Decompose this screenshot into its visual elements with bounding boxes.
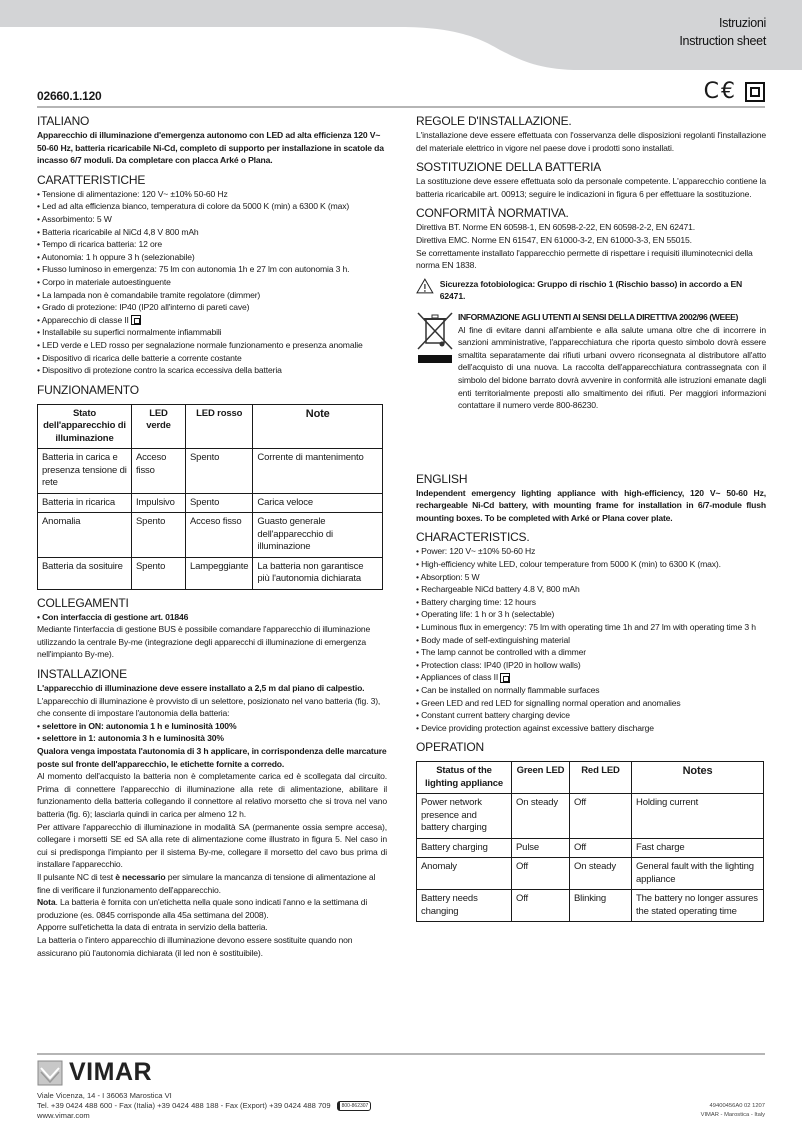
installation-height-note: L'apparecchio di illuminazione deve essere installato a 2,5 m dal piano di calpestio.: [37, 683, 365, 694]
table-cell: Off: [512, 890, 570, 922]
class-ii-icon: [131, 315, 141, 325]
list-item: • Absorption: 5 W: [416, 571, 766, 584]
heading-conformita: CONFORMITÀ NORMATIVA.: [416, 206, 569, 221]
table-cell: Acceso fisso: [186, 513, 253, 558]
heading-regole: REGOLE D'INSTALLAZIONE.: [416, 114, 572, 128]
company-address: [37, 1091, 765, 1121]
product-code: 02660.1.120: [37, 89, 102, 103]
list-item: • Battery charging time: 12 hours: [416, 596, 766, 609]
replace-text: La batteria o l'intero apparecchio di illuminazione devono essere sostituite quando non assicurano più l'autonomia dichiarata (il led non è sostituibile).: [37, 934, 353, 958]
doc-origin: VIMAR - Marostica - Italy: [700, 1112, 765, 1118]
list-item: [37, 314, 387, 327]
list-item: • La lampada non è comandabile tramite regolatore (dimmer): [37, 289, 387, 302]
table-cell: Off: [570, 794, 632, 839]
table-cell: Anomalia: [38, 513, 132, 558]
list-item: • Grado di protezione: IP40 (IP20 all'interno di pareti cave): [37, 301, 387, 314]
connections-subheading: • Con interfaccia di gestione art. 01846: [37, 611, 189, 622]
table-cell: Battery needs changing: [417, 890, 512, 922]
product-code-row: [37, 79, 765, 105]
heading-italiano: ITALIANO: [37, 114, 90, 128]
table-cell: Off: [512, 858, 570, 890]
italian-column: [37, 114, 387, 959]
selector-1-text: selettore in 1: autonomia 3 h e luminosità 30%: [42, 733, 224, 744]
photobiological-warning: [416, 278, 766, 303]
italian-characteristics-list: [37, 188, 387, 377]
table-row: [417, 794, 764, 839]
phone-line: [37, 1101, 765, 1111]
list-item: • Rechargeable NiCd battery 4.8 V, 800 mAh: [416, 583, 766, 596]
heading-characteristics: CHARACTERISTICS.: [416, 530, 530, 545]
selector-1: • selettore in 1: autonomia 3 h e luminosità 30%: [37, 733, 224, 744]
table-row: [38, 513, 383, 558]
test-post: per simulare la mancanza di tensione di alimentazione al fine di verificare il funzionamento dell'apparecchio.: [37, 871, 376, 895]
list-item: • Power: 120 V~ ±10% 50-60 Hz: [416, 545, 766, 558]
list-item: • Assorbimento: 5 W: [37, 213, 387, 226]
table-cell: Spento: [186, 449, 253, 494]
website-link[interactable]: www.vimar.com: [37, 1111, 90, 1120]
table-row: [38, 449, 383, 494]
heading-collegamenti: COLLEGAMENTI: [37, 595, 129, 610]
list-item: • Dispositivo di protezione contro la scarica eccessiva della batteria: [37, 364, 387, 377]
list-item: • LED verde e LED rosso per segnalazione normale funzionamento e presenza anomalie: [37, 339, 387, 352]
table-row: [417, 890, 764, 922]
table-cell: Anomaly: [417, 858, 512, 890]
italian-intro: Apparecchio di illuminazione d'emergenza autonomo con LED ad alta efficienza 120 V~ 50-60 Hz, batteria ricaricabile Ni-Cd, completo di supporto per installazione in scatole da incasso 6/7 moduli. Da completare con placca Arké o Plana.: [37, 130, 384, 166]
green-number-badge: 800-862307: [337, 1101, 372, 1111]
list-item: • Can be installed on normally flammable surfaces: [416, 684, 766, 697]
conformity-line: Direttiva EMC. Norme EN 61547, EN 61000-3-2, EN 61000-3-3, EN 55015.: [416, 234, 692, 245]
list-item: [416, 671, 766, 684]
table-cell: Carica veloce: [253, 493, 383, 513]
list-item: • The lamp cannot be controlled with a dimmer: [416, 646, 766, 659]
conformity-line: Se correttamente installato l'apparecchio permette di rispettare i requisiti illuminotecnici della norma EN 1838.: [416, 247, 753, 271]
weee-body: [458, 311, 766, 412]
table-cell: Fast charge: [632, 838, 764, 858]
list-item-text: Apparecchio di classe II: [41, 314, 129, 325]
table-cell: On steady: [570, 858, 632, 890]
column-header: Note: [253, 404, 383, 449]
note-label: Nota: [37, 897, 56, 908]
address-line: Viale Vicenza, 14 - I 36063 Marostica VI: [37, 1091, 172, 1100]
table-row: [417, 838, 764, 858]
list-item: • Constant current battery charging device: [416, 709, 766, 722]
note-text: . La batteria è fornita con un'etichetta nella quale sono indicati l'anno e la settimana di produzione (es. 0845 corrisponde alla 45a settimana del 2008).: [37, 897, 368, 920]
table-cell: Batteria da sosituire: [38, 557, 132, 589]
list-item: • Operating life: 1 h or 3 h (selectable): [416, 608, 766, 621]
table-cell: Holding current: [632, 794, 764, 839]
warning-text: Sicurezza fotobiologica: Gruppo di rischio 1 (Rischio basso) in accordo a EN 62471.: [439, 278, 743, 302]
table-cell: The battery no longer assures the stated operating time: [632, 890, 764, 922]
table-cell: Spento: [132, 513, 186, 558]
list-item: • Installabile su superfici normalmente infiammabili: [37, 326, 387, 339]
list-item: • Corpo in materiale autoestinguente: [37, 276, 387, 289]
table-cell: On steady: [512, 794, 570, 839]
connections-text: Mediante l'interfaccia di gestione BUS è possibile comandare l'apparecchio di illuminazione utilizzando la centrale By-me (integrazione degli apparecchi di illuminazione di emergenza nell'impianto By-me).: [37, 624, 371, 660]
english-section: [416, 472, 766, 923]
selector-on: • selettore in ON: autonomia 1 h e luminosità 100%: [37, 720, 237, 731]
vimar-logo: [37, 1058, 765, 1087]
crossed-bin-icon: [416, 311, 454, 371]
english-characteristics-list: [416, 545, 766, 734]
table-row: [38, 557, 383, 589]
class-ii-icon: [745, 82, 765, 102]
table-cell: Guasto generale dell'apparecchio di illuminazione: [253, 513, 383, 558]
list-item: • Dispositivo di ricarica delle batterie a corrente costante: [37, 352, 387, 365]
footer-divider: [37, 1053, 765, 1055]
test-button-text: [37, 871, 387, 896]
table-cell: Pulse: [512, 838, 570, 858]
test-pre: Il pulsante NC di test: [37, 871, 116, 882]
table-cell: Off: [570, 838, 632, 858]
weee-notice: [416, 311, 766, 412]
list-item: • Tensione di alimentazione: 120 V~ ±10% 50-60 Hz: [37, 188, 387, 201]
table-cell: La batteria non garantisce più l'autonomia dichiarata: [253, 557, 383, 589]
column-header: LED rosso: [186, 404, 253, 449]
column-header: Notes: [632, 762, 764, 794]
labels-note: Qualora venga impostata l'autonomia di 3 h applicare, in corrispondenza delle marcature poste sul fronte dell'apparecchio, le etichette fornite a corredo.: [37, 746, 387, 769]
brand-name: VIMAR: [69, 1058, 153, 1086]
column-header: Status of the lighting appliance: [417, 762, 512, 794]
table-cell: Blinking: [570, 890, 632, 922]
apply-date-text: Apporre sull'etichetta la data di entrata in servizio della batteria.: [37, 922, 268, 933]
table-cell: Batteria in carica e presenza tensione di rete: [38, 449, 132, 494]
list-item-text: Appliances of class II: [420, 672, 499, 683]
column-header: LED verde: [132, 404, 186, 449]
header-divider: [37, 106, 765, 108]
phone-numbers: Tel. +39 0424 488 600 - Fax (Italia) +39 0424 488 188 - Fax (Export) +39 0424 488 709: [37, 1101, 331, 1110]
table-header-row: [417, 762, 764, 794]
heading-funzionamento: FUNZIONAMENTO: [37, 382, 139, 397]
table-cell: Spento: [132, 557, 186, 589]
table-cell: Power network presence and battery charging: [417, 794, 512, 839]
table-row: [38, 493, 383, 513]
heading-sostituzione: SOSTITUZIONE DELLA BATTERIA: [416, 160, 602, 175]
test-bold: è necessario: [115, 871, 166, 882]
table-cell: Battery charging: [417, 838, 512, 858]
weee-text: Al fine di evitare danni all'ambiente e alla salute umana oltre che di incorrere in sanzioni amministrative, l'apparecchiatura che riporta questo simbolo dovrà essere smaltita separatamente dai rifiuti urbani ovvero riconsegnata al distributore all'atto dell'acquisto di una nuova. La raccolta dell'apparecchiatura contrassegnata con il simbolo del bidone barrato dovrà avvenire in conformità alle istruzioni emanate dagli enti territorialmente preposti allo smaltimento dei rifiuti. Per maggiori informazioni contattare il numero verde 800-86230.: [458, 324, 766, 411]
footer: [37, 1058, 765, 1121]
list-item: • Protection class: IP40 (IP20 in hollow walls): [416, 659, 766, 672]
conformity-line: Direttiva BT. Norme EN 60598-1, EN 60598-2-22, EN 60598-2-2, EN 62471.: [416, 222, 695, 233]
document-reference: [701, 1102, 765, 1120]
table-cell: Acceso fisso: [132, 449, 186, 494]
warning-triangle-icon: [416, 278, 434, 294]
ce-mark-icon: C€: [703, 79, 737, 104]
table-cell: Corrente di mantenimento: [253, 449, 383, 494]
heading-caratteristiche: CARATTERISTICHE: [37, 172, 146, 187]
table-header-row: [38, 404, 383, 449]
list-item: • Green LED and red LED for signalling normal operation and anomalies: [416, 697, 766, 710]
list-item: • Led ad alta efficienza bianco, temperatura di colore da 5000 K (min) a 6300 K (max): [37, 200, 387, 213]
list-item: • Batteria ricaricabile al NiCd 4,8 V 800 mAh: [37, 226, 387, 239]
list-item: • Autonomia: 1 h oppure 3 h (selezionabile): [37, 251, 387, 264]
class-ii-icon: [500, 673, 510, 683]
rules-text: L'installazione deve essere effettuata con l'osservanza delle disposizioni regolanti l'installazione del materiale elettrico in vigore nel paese dove i prodotti sono installati.: [416, 130, 766, 153]
list-item: • Luminous flux in emergency: 75 lm with operating time 1h and 27 lm with operating time 3 h: [416, 621, 766, 634]
document-titles: [679, 14, 766, 50]
table-cell: Impulsivo: [132, 493, 186, 513]
list-item: • High-efficiency white LED, colour temperature from 5000 K (min) to 6300 K (max).: [416, 558, 766, 571]
italian-operation-table: [37, 404, 383, 590]
list-item: • Flusso luminoso in emergenza: 75 lm con autonomia 1h e 27 lm con autonomia 3 h.: [37, 263, 387, 276]
title-italian: Istruzioni: [718, 16, 766, 30]
battery-replacement-text: La sostituzione deve essere effettuata solo da personale competente. L'apparecchio contiene la batteria ricaricabile art. 00913; seguire le indicazioni in figura 6 per effettuare la sostituzione.: [416, 176, 766, 199]
english-operation-table: [416, 761, 764, 922]
table-cell: Lampeggiante: [186, 557, 253, 589]
doc-code: 49400456A0 02 1207: [709, 1103, 765, 1109]
list-item: • Tempo di ricarica batteria: 12 ore: [37, 238, 387, 251]
weee-title: INFORMAZIONE AGLI UTENTI AI SENSI DELLA DIRETTIVA 2002/96 (WEEE): [458, 311, 738, 322]
right-column: [416, 114, 802, 922]
column-header: Green LED: [512, 762, 570, 794]
english-intro: Independent emergency lighting appliance with high-efficiency, 120 V~ 50-60 Hz, rechargeable Ni-Cd battery, with mounting frame for installation in 6/7-module flush mounting boxes. To be completed with Arké or Plana cover plate.: [416, 487, 766, 523]
table-cell: General fault with the lighting appliance: [632, 858, 764, 890]
selector-text: L'apparecchio di illuminazione è provvisto di un selettore, posizionato nel vano batteria (fig. 3), che consente di impostare l'autonomia della batteria:: [37, 695, 381, 719]
sa-mode-text: Per attivare l'apparecchio di illuminazione in modalità SA (permanente ossia sempre accesa), collegare i morsetti SE ed SA alla rete di alimentazione come illustrato in figura 5. Nel caso in cui si predisponga l'impianto per il sistema By-me, collegare il morsetto del cavo bus prima di installare l'apparecchio.: [37, 821, 387, 870]
column-header: Red LED: [570, 762, 632, 794]
battery-connection-text: Al momento dell'acquisto la batteria non è completamente carica ed è scollegata dal circuito. Prima di connettere l'apparecchio di illuminazione alla rete di alimentazione, abilitare il funzionamento della batteria collegando il connettore al relativo morsetto che si trova nel vano batteria (fig. 6); lasciarla quindi in carica per almeno 12 h.: [37, 771, 387, 819]
list-item: • Device providing protection against excessive battery discharge: [416, 722, 766, 735]
connections-subheading-text: Con interfaccia di gestione art. 01846: [42, 611, 189, 622]
table-cell: Batteria in ricarica: [38, 493, 132, 513]
italian-continued: [416, 114, 766, 412]
heading-operation: OPERATION: [416, 740, 484, 755]
battery-label-note: [37, 896, 387, 921]
certification-marks: [704, 79, 765, 104]
vimar-logo-icon: [37, 1060, 63, 1086]
heading-english: ENGLISH: [416, 471, 468, 486]
table-row: [417, 858, 764, 890]
title-english: Instruction sheet: [679, 34, 766, 48]
heading-installazione: INSTALLAZIONE: [37, 667, 127, 682]
column-header: Stato dell'apparecchio di illuminazione: [38, 404, 132, 449]
selector-on-text: selettore in ON: autonomia 1 h e luminosità 100%: [42, 720, 237, 731]
table-cell: Spento: [186, 493, 253, 513]
list-item: • Body made of self-extinguishing material: [416, 634, 766, 647]
